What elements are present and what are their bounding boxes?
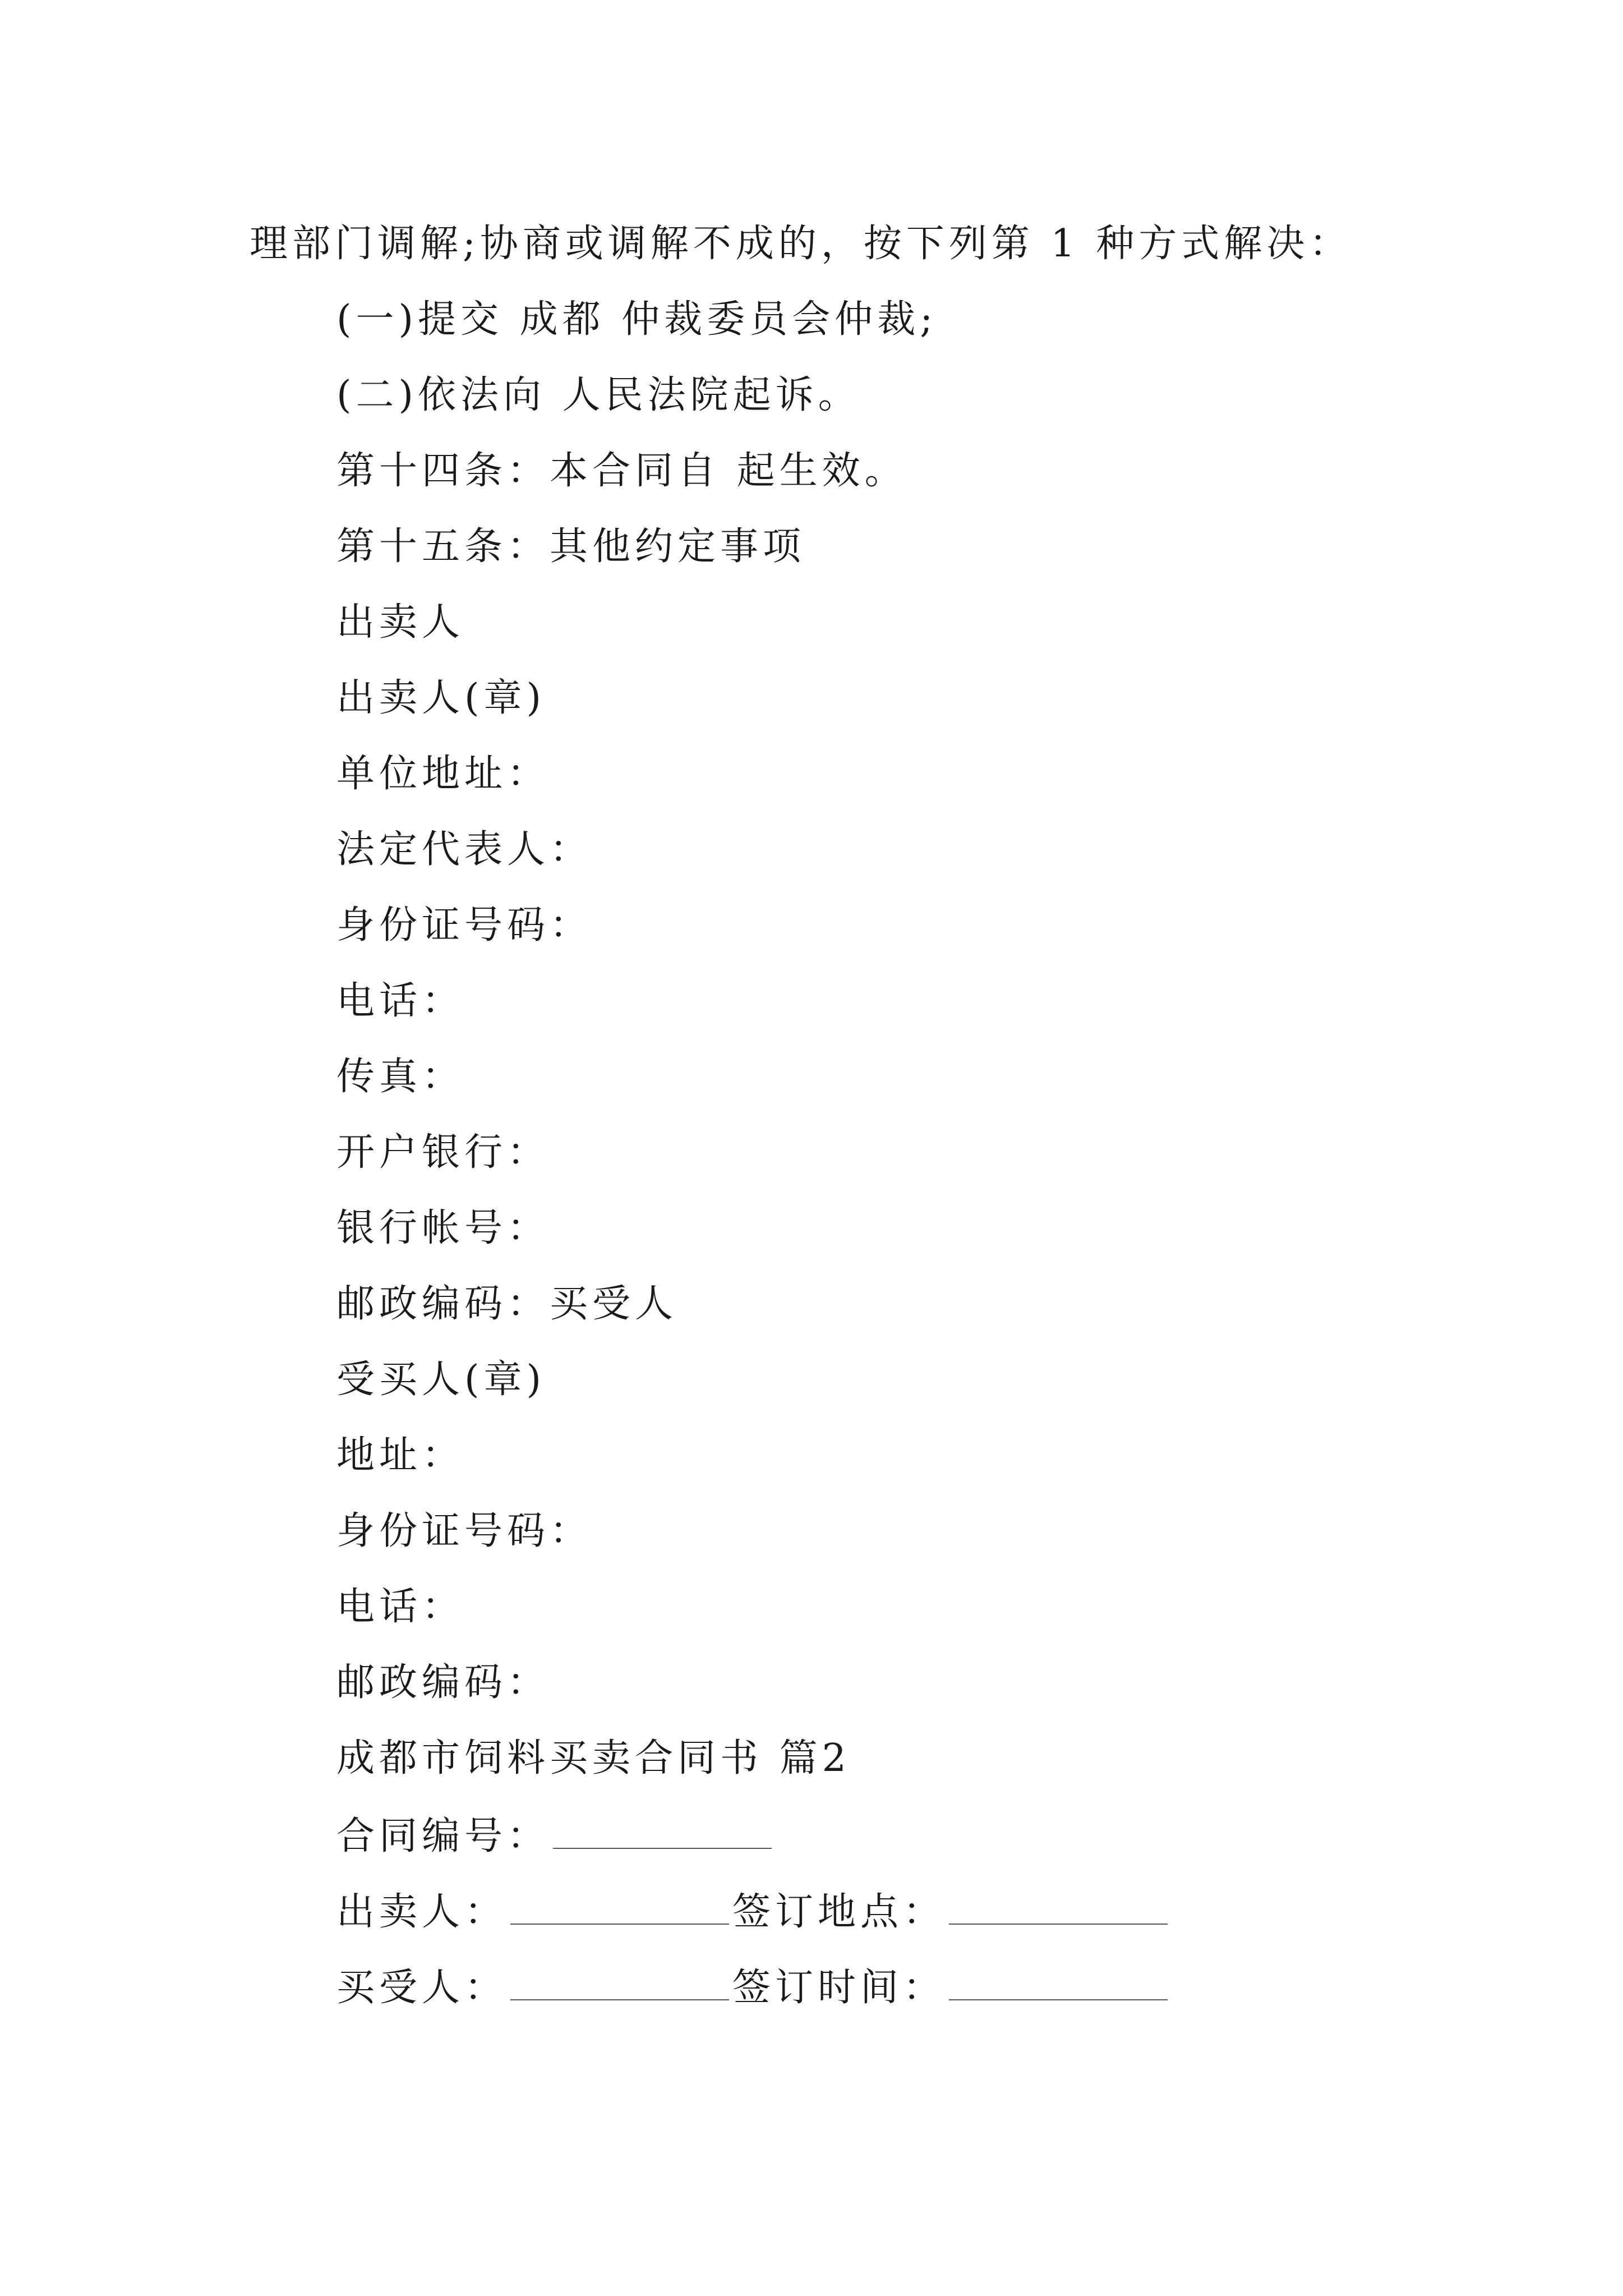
legal-representative-label: 法定代表人： [336,827,593,872]
seller-heading: 出卖人 [336,600,465,645]
buyer-time-row [336,1963,1171,2010]
seller-place-row [336,1888,1171,1935]
buyer-label: 买受人： [336,1966,508,2010]
sign-time-label: 签订时间： [732,1966,946,2010]
section-title-part2: 成都市饲料买卖合同书 篇2 [336,1736,851,1780]
buyer-postcode-label: 邮政编码： [336,1660,550,1705]
buyer-field[interactable] [510,1963,729,2000]
id-number-label: 身份证号码： [336,903,593,947]
sign-place-field[interactable] [949,1888,1168,1925]
article-15: 第十五条：其他约定事项 [336,524,806,569]
seller-field[interactable] [510,1888,729,1925]
fax-label: 传真： [336,1055,465,1099]
clause-arbitration: (一)提交 成都 仲裁委员会仲裁; [336,297,938,342]
postcode-buyer-label: 邮政编码：买受人 [336,1282,678,1326]
sign-time-field[interactable] [949,1963,1168,2000]
contract-number-row [336,1812,775,1859]
buyer-id-number-label: 身份证号码： [336,1509,593,1553]
phone-label: 电话： [336,979,465,1023]
seller-seal: 出卖人(章) [336,676,546,720]
buyer-seal: 受买人(章) [336,1358,546,1402]
contract-number-label: 合同编号： [336,1814,550,1858]
unit-address-label: 单位地址： [336,752,550,796]
buyer-phone-label: 电话： [336,1585,465,1629]
seller-label: 出卖人： [336,1890,508,1934]
sign-place-label: 签订地点： [732,1890,946,1934]
bank-label: 开户银行： [336,1130,550,1175]
article-14: 第十四条：本合同自 起生效。 [336,449,907,493]
bank-account-label: 银行帐号： [336,1206,550,1250]
paragraph-dispute-resolution: 理部门调解;协商或调解不成的，按下列第 1 种方式解决： [250,222,1352,266]
contract-number-field[interactable] [553,1812,772,1849]
address-label: 地址： [336,1433,465,1478]
clause-lawsuit: (二)依法向 人民法院起诉。 [336,373,861,417]
